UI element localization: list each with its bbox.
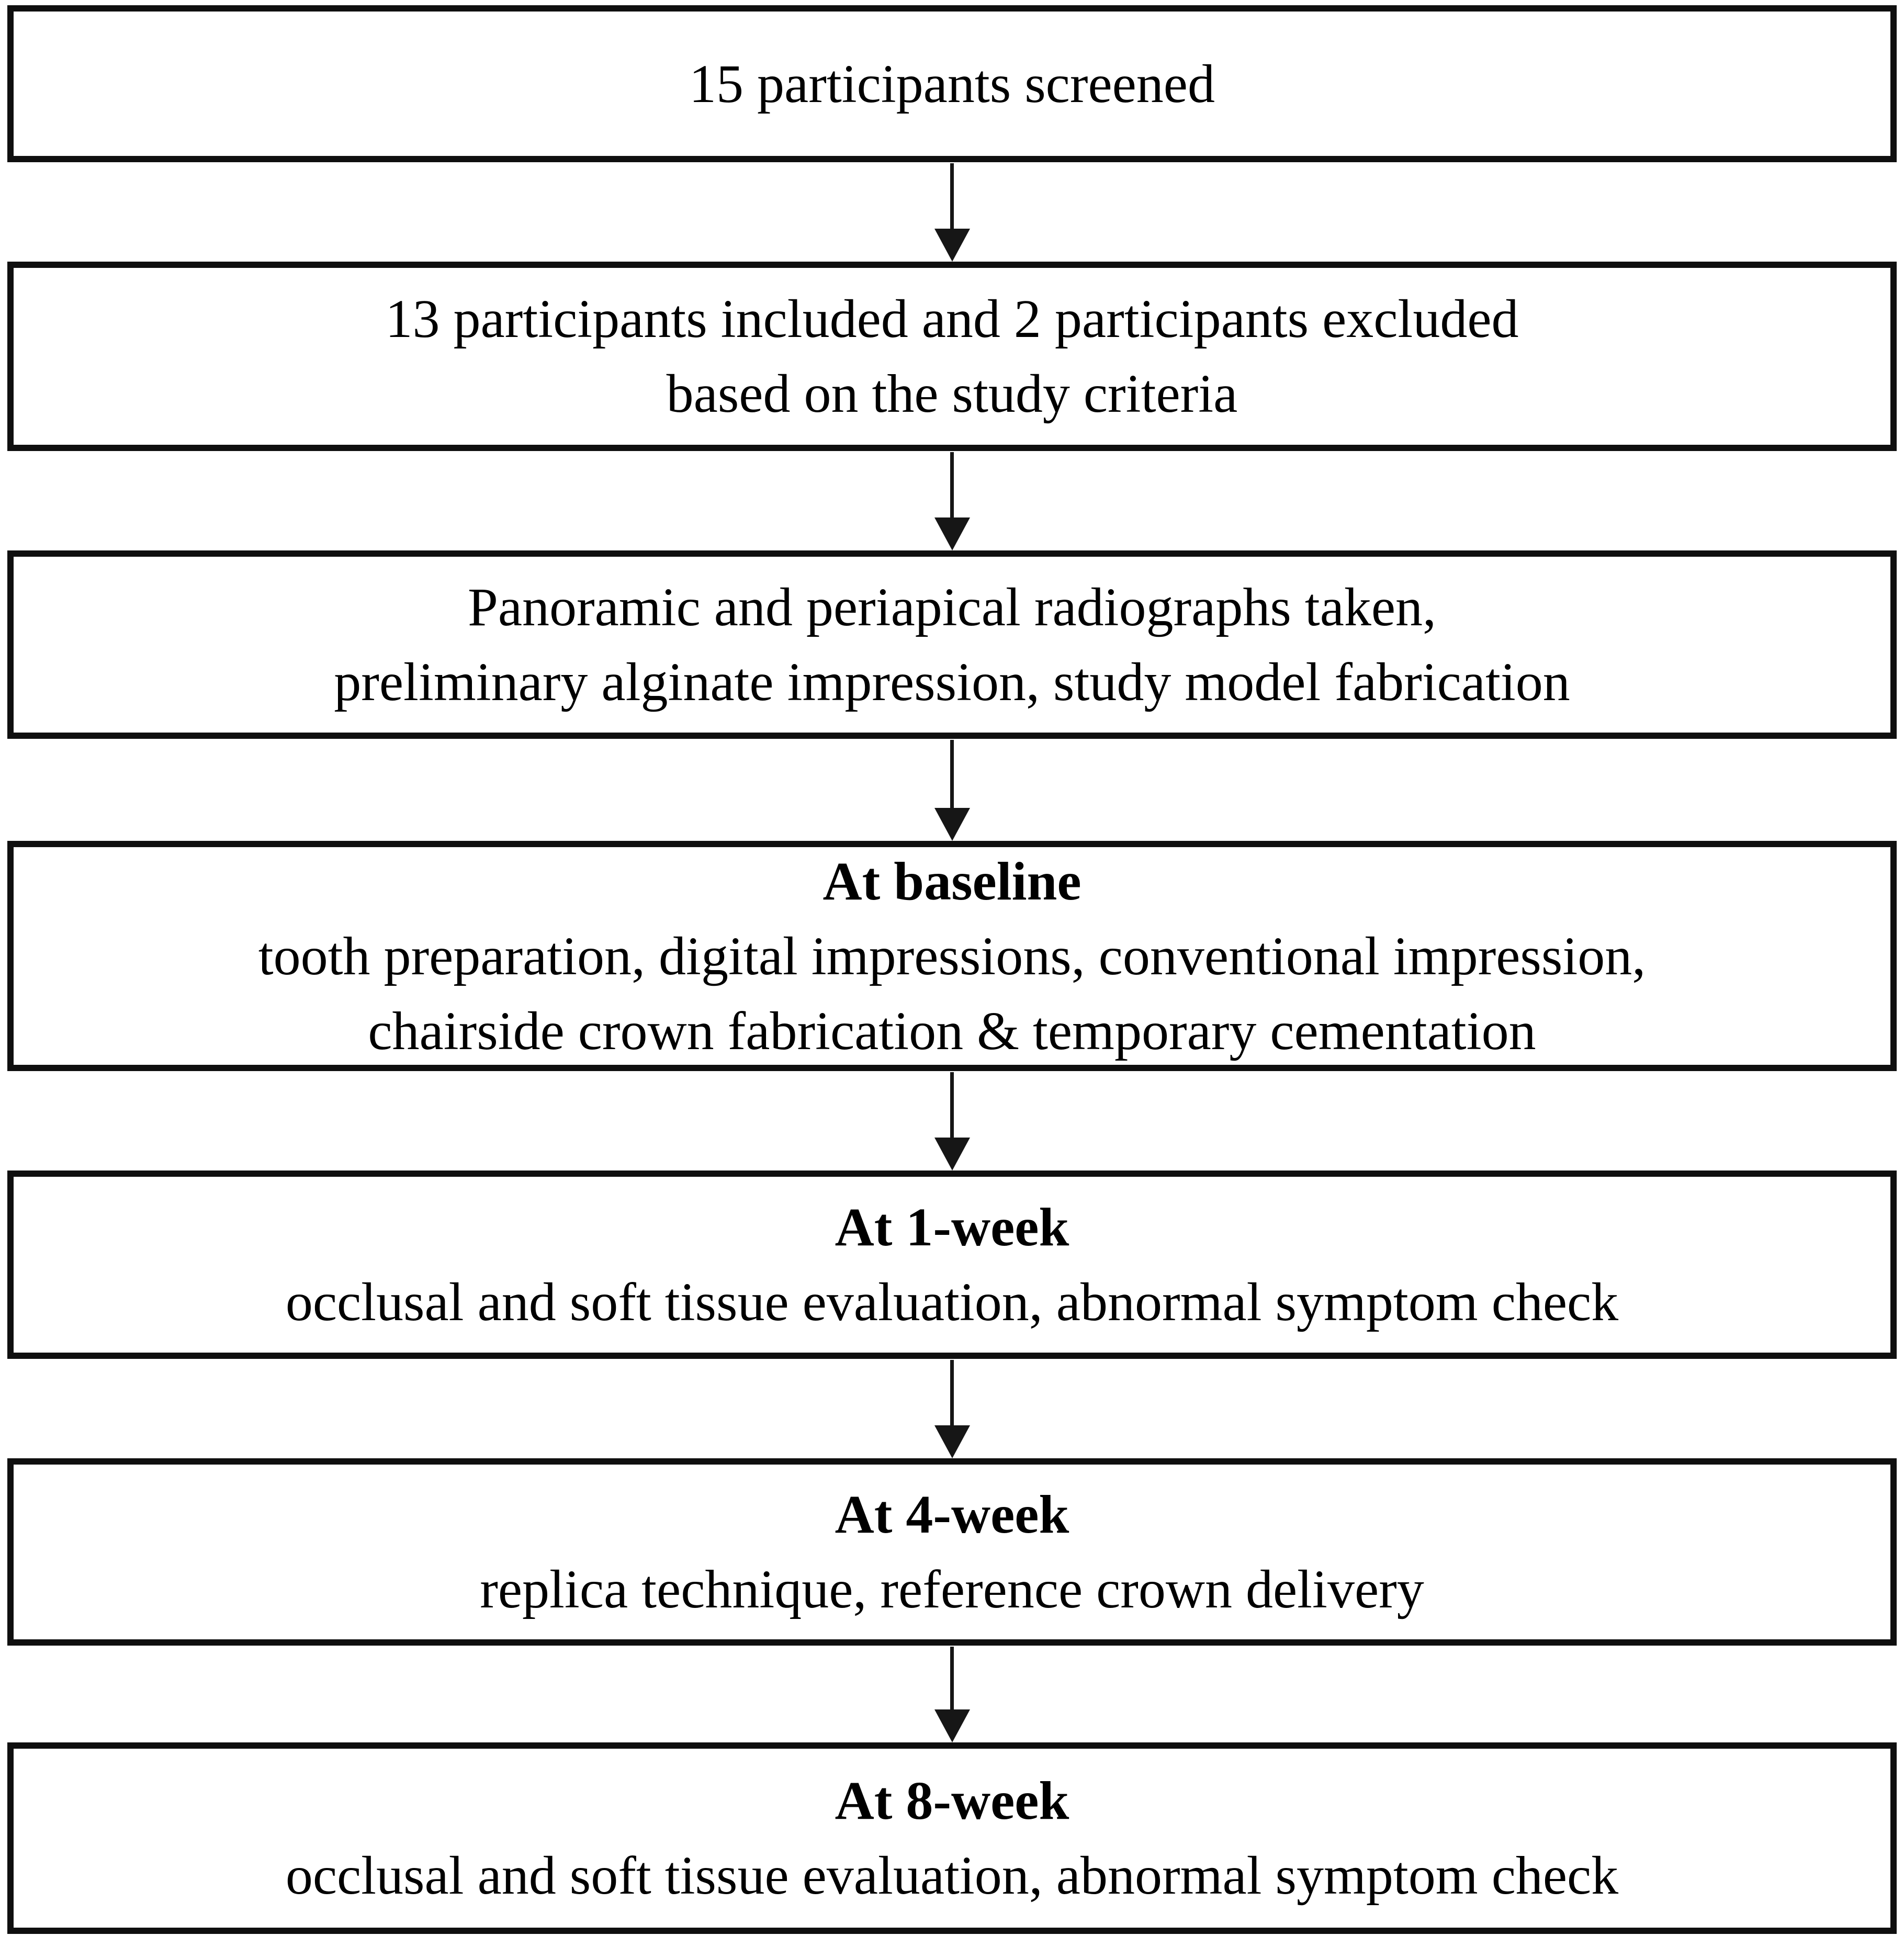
arrow-down-icon — [934, 808, 970, 841]
arrow-down-icon — [934, 517, 970, 550]
flow-box-inclusion — [7, 262, 1897, 451]
flow-arrow — [7, 451, 1897, 550]
arrow-line — [950, 1647, 954, 1709]
arrow-down-icon — [934, 1138, 970, 1171]
arrow-down-icon — [934, 229, 970, 262]
box-heading: At 1-week — [835, 1197, 1069, 1257]
box-text-line: occlusal and soft tissue evaluation, abnormal symptom check — [285, 1272, 1619, 1332]
flow-box-8-week — [7, 1742, 1897, 1934]
box-text-line: replica technique, reference crown delivery — [480, 1559, 1424, 1619]
arrow-line — [950, 452, 954, 517]
box-text-line: based on the study criteria — [666, 364, 1238, 424]
flow-box-4-week — [7, 1458, 1897, 1646]
flow-arrow — [7, 1646, 1897, 1742]
arrow-down-icon — [934, 1425, 970, 1458]
flow-box-screening — [7, 5, 1897, 162]
flow-arrow — [7, 1359, 1897, 1458]
box-text-line: chairside crown fabrication & temporary cementation — [368, 1000, 1536, 1061]
flow-box-radiographs — [7, 550, 1897, 739]
box-heading: At 8-week — [835, 1771, 1069, 1831]
box-text-line: 15 participants screened — [689, 53, 1215, 114]
arrow-line — [950, 1072, 954, 1138]
flow-box-1-week — [7, 1171, 1897, 1359]
arrow-line — [950, 163, 954, 229]
box-heading: At baseline — [823, 851, 1081, 911]
flow-arrow — [7, 162, 1897, 262]
arrow-down-icon — [934, 1709, 970, 1742]
box-text-line: occlusal and soft tissue evaluation, abnormal symptom check — [285, 1845, 1619, 1906]
arrow-line — [950, 740, 954, 808]
box-text-line: tooth preparation, digital impressions, conventional impression, — [258, 926, 1646, 986]
box-text-line: Panoramic and periapical radiographs taken, — [467, 577, 1437, 637]
box-text-line: preliminary alginate impression, study model fabrication — [334, 652, 1570, 712]
arrow-line — [950, 1360, 954, 1425]
flow-arrow — [7, 1071, 1897, 1171]
box-text-line: 13 participants included and 2 participants excluded — [385, 289, 1519, 349]
box-heading: At 4-week — [835, 1484, 1069, 1545]
flow-arrow — [7, 739, 1897, 841]
flow-box-baseline — [7, 841, 1897, 1071]
